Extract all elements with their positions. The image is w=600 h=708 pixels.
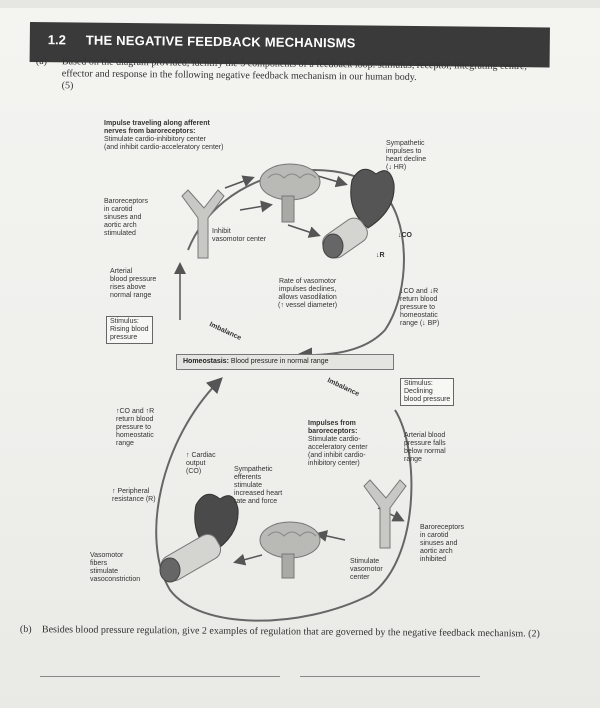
question-b-label: (b) <box>19 624 32 636</box>
vessel-bottom <box>158 531 225 585</box>
baroreceptors-inhibited-label: Baroreceptors in carotid sinuses and aortic arch inhibited <box>420 524 464 563</box>
rate-vasomotor-label: Rate of vasomotor impulses declines, allows vasodilation (↑ vessel diameter) <box>278 278 338 309</box>
question-a-label: (a) <box>35 56 48 68</box>
arrow-bot-2 <box>236 555 262 562</box>
stimulus-declining-box: Stimulus: Declining blood pressure <box>400 378 454 406</box>
stimulus-rising-box: Stimulus: Rising blood pressure <box>106 316 153 344</box>
brain-top <box>260 164 320 200</box>
homeostasis-text: Blood pressure in normal range <box>230 358 329 365</box>
section-number: 1.2 <box>47 32 66 48</box>
impulses-from-baroreceptors-label: Impulses from baroreceptors: Stimulate cardio- acceleratory center (and inhibit cardio- inhibitory center) <box>308 420 368 467</box>
co-r-return-up-label: ↑CO and ↑R return blood pressure to homeostatic range <box>116 408 155 447</box>
answer-line-2[interactable] <box>300 676 480 677</box>
imbalance-upper-label: Imbalance <box>208 321 243 342</box>
imbalance-lower-label: Imbalance <box>326 377 361 398</box>
question-a-marks: (5) <box>61 80 74 92</box>
homeostasis-label: Homeostasis: <box>183 358 229 365</box>
arrow-top-4 <box>288 225 318 235</box>
arrow-top-2 <box>318 176 345 184</box>
stimulate-vasomotor-label: Stimulate vasomotor center <box>350 558 383 581</box>
carotid-bottom <box>364 480 406 548</box>
baroreceptors-stimulated-label: Baroreceptors in carotid sinuses and aortic arch stimulated <box>104 198 148 237</box>
brain-bottom <box>260 522 320 558</box>
brainstem-bottom <box>282 554 294 578</box>
question-a-text: Based on the diagram provided, identify the 5 components of a feedback loop: stimulus, receptor, integrating centre, effector and response in the following negative feedback mechanism in our human body. <box>61 56 527 83</box>
peripheral-resistance-label: ↑ Peripheral resistance (R) <box>112 488 156 503</box>
arrow-top-3 <box>240 205 270 210</box>
co-down-label: ↓CO <box>398 232 412 239</box>
inhibit-vasomotor-label: Inhibit vasomotor center <box>212 228 267 243</box>
arterial-falls-label: Arterial blood pressure falls below normal range <box>404 432 446 463</box>
sympathetic-impulses-label: Sympathetic impulses to heart decline (↓ HR) <box>386 140 427 171</box>
r-down-label: ↓R <box>376 252 385 259</box>
answer-line-1[interactable] <box>40 676 280 677</box>
lower-loop-arrow <box>156 380 411 621</box>
co-r-return-down-label: ↓CO and ↓R return blood pressure to homeostatic range (↓ BP) <box>400 288 440 327</box>
section-title: THE NEGATIVE FEEDBACK MECHANISMS <box>85 32 356 51</box>
vasomotor-fibers-label: Vasomotor fibers stimulate vasoconstriction <box>90 552 141 583</box>
question-b-text: Besides blood pressure regulation, give 2 examples of regulation that are governed by the negative feedback mechanism. (2) <box>41 624 540 640</box>
brainstem-top <box>282 196 294 222</box>
sympathetic-efferents-label: Sympathetic efferents stimulate increased heart rate and force <box>234 466 283 505</box>
arterial-rises-label: Arterial blood pressure rises above normal range <box>110 268 157 299</box>
arrow-bot-1 <box>318 534 345 540</box>
cardiac-output-label: ↑ Cardiac output (CO) <box>186 452 216 475</box>
top-impulse-label: Impulse traveling along afferent nerves from baroreceptors: Stimulate cardio-inhibitory center (and inhibit cardio-acceleratory center) <box>104 120 224 151</box>
homeostasis-bar <box>176 354 394 370</box>
